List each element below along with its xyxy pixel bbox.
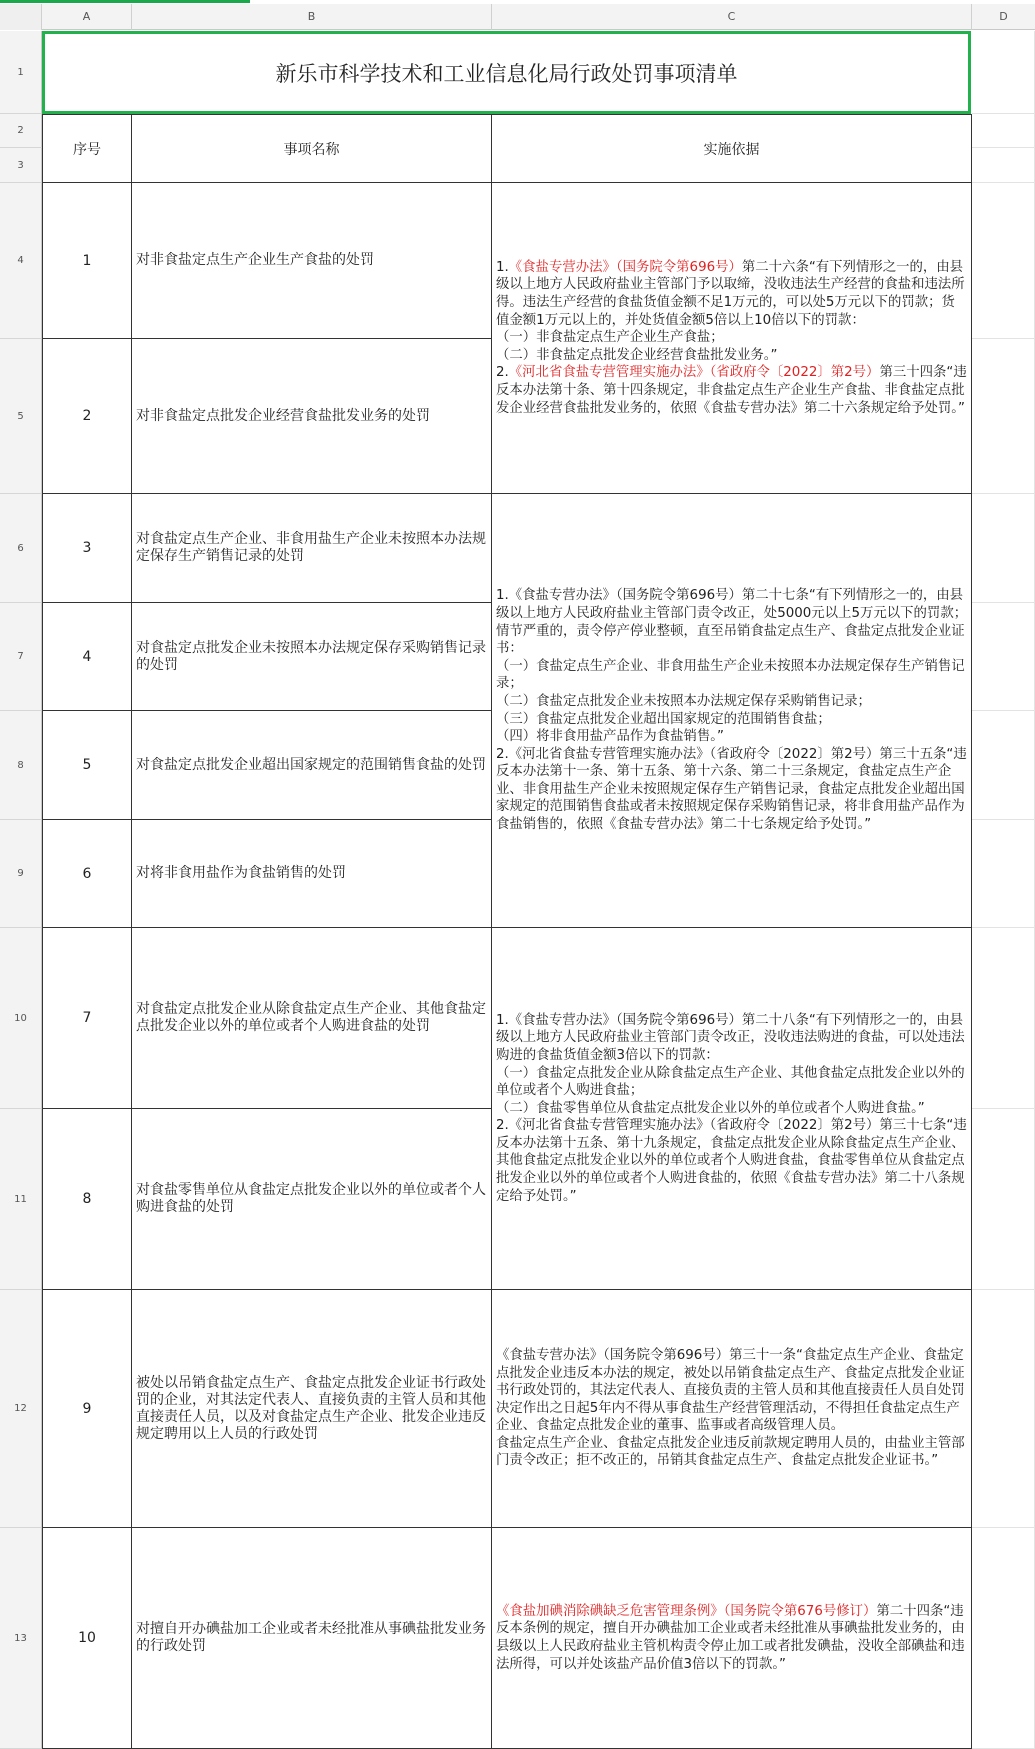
name-cell[interactable] bbox=[132, 820, 492, 928]
seq-value: 1 bbox=[82, 252, 92, 269]
seq-cell[interactable] bbox=[42, 603, 132, 711]
seq-cell[interactable] bbox=[42, 494, 132, 603]
item-name: 对非食盐定点批发企业经营食盐批发业务的处罚 bbox=[136, 407, 430, 424]
name-cell[interactable] bbox=[132, 183, 492, 339]
basis-text bbox=[496, 259, 968, 417]
empty-cell-d11[interactable] bbox=[972, 1109, 1035, 1290]
row-header-4[interactable]: 4 bbox=[0, 183, 42, 339]
column-header-bar bbox=[0, 4, 1035, 30]
empty-cell-d8[interactable] bbox=[972, 711, 1035, 820]
empty-cell-d2[interactable] bbox=[972, 114, 1035, 148]
seq-value: 2 bbox=[82, 408, 92, 424]
seq-cell[interactable] bbox=[42, 1109, 132, 1290]
header-basis-label: 实施依据 bbox=[703, 141, 760, 158]
name-cell[interactable] bbox=[132, 711, 492, 820]
item-name: 对食盐定点批发企业从除食盐定点生产企业、其他食盐定点批发企业以外的单位或者个人购进食盐的处罚 bbox=[136, 1001, 486, 1034]
basis-cell-2[interactable] bbox=[492, 494, 972, 928]
basis-text: 1.《食盐专营办法》（国务院令第696号）第二十八条“有下列情形之一的，由县级以上地方人民政府盐业主管部门责令改正，没收违法购进的食盐，可以处违法购进的食盐货值金额3倍以下的罚款： （一）食盐定点批发企业从除食盐定点生产企业、其他食盐定点批发企业以外的单位或者个人购进食盐； （二）食盐零售单位从食盐定点批发企业以外的单位或者个人购进食盐。” 2.《河北省食盐专营管理实施办法》（省政府令〔2022〕第2号）第三十七条“违反本办法第十五条、第十九条规定，食盐定点批发企业从除食盐定点生产企业、其他食盐定点批发企业以外的单位或者个人购进食盐，食盐零售单位从食盐定点批发企业以外的单位或者个人购进食盐的，依照《食盐专营办法》第二十八条规定给予处罚。” bbox=[496, 1012, 967, 1204]
row-header-11[interactable]: 11 bbox=[0, 1109, 42, 1290]
seq-value: 10 bbox=[78, 1630, 96, 1646]
item-name: 对食盐零售单位从食盐定点批发企业以外的单位或者个人购进食盐的处罚 bbox=[136, 1182, 486, 1215]
seq-value: 5 bbox=[82, 757, 92, 773]
basis-law-citation: 《食盐加碘消除碘缺乏危害管理条例》（国务院令第676号修订） bbox=[496, 1603, 877, 1619]
row-header-5[interactable]: 5 bbox=[0, 339, 42, 494]
basis-text: 1.《食盐专营办法》（国务院令第696号）第二十七条“有下列情形之一的，由县级以上地方人民政府盐业主管部门责令改正，处5000元以上5万元以下的罚款；情节严重的，责令停产停业整顿，直至吊销食盐定点生产、食盐定点批发企业证书： （一）食盐定点生产企业、非食用盐生产企业未按照本办法规定保存生产销售记录； （二）食盐定点批发企业未按照本办法规定保存采购销售记录； （三）食盐定点批发企业超出国家规定的范围销售食盐； （四）将非食用盐产品作为食盐销售。” 2.《河北省食盐专营管理实施办法》（省政府令〔2022〕第2号）第三十五条“违反本办法第十一条、第十五条、第十六条、第二十三条规定，食盐定点生产企业、非食用盐生产企业未按照规定保存生产销售记录，食盐定点批发企业超出国家规定的范围销售食盐或者未按照规定保存采购销售记录，将非食用盐产品作为食盐销售的，依照《食盐专营办法》第二十七条规定给予处罚。” bbox=[496, 588, 968, 833]
seq-value: 7 bbox=[82, 1010, 92, 1026]
row-header-12[interactable]: 12 bbox=[0, 1290, 42, 1528]
basis-text-part: 第三十四条“违反本办法第十条、第十四条规定，非食盐定点生产企业生产食盐、非食盐定点批发企业经营食盐批发业务的，依照《食盐专营办法》第二十六条规定给予处罚。” bbox=[496, 365, 967, 416]
row-header-8[interactable]: 8 bbox=[0, 711, 42, 820]
column-header-a[interactable]: A bbox=[42, 4, 132, 30]
seq-cell[interactable] bbox=[42, 820, 132, 928]
basis-cell-1[interactable] bbox=[492, 183, 972, 494]
name-cell[interactable] bbox=[132, 1528, 492, 1749]
empty-cell-d10[interactable] bbox=[972, 928, 1035, 1109]
column-header-d[interactable]: D bbox=[999, 10, 1008, 23]
basis-text-part: 第二十六条“有下列情形之一的，由县级以上地方人民政府盐业主管部门予以取缔，没收违法生产经营的食盐和违法所得。违法生产经营的食盐货值金额不足1万元的，可以处5万元以下的罚款；货值金额1万元以上的，并处货值金额5倍以上10倍以下的罚款： （一）非食盐定点生产企业生产食盐； （二）非食盐定点批发企业经营食盐批发业务。” 2. bbox=[496, 259, 965, 381]
seq-value: 4 bbox=[82, 648, 92, 665]
seq-cell[interactable] bbox=[42, 711, 132, 820]
seq-cell[interactable] bbox=[42, 1528, 132, 1749]
empty-cell-d1[interactable] bbox=[972, 31, 1035, 114]
header-name-cell[interactable] bbox=[132, 114, 492, 183]
row-header-13[interactable]: 13 bbox=[0, 1528, 42, 1749]
basis-text bbox=[496, 1603, 968, 1673]
row-header-6[interactable]: 6 bbox=[0, 494, 42, 603]
seq-cell[interactable] bbox=[42, 339, 132, 494]
basis-text: 《食盐专营办法》（国务院令第696号）第三十一条“食盐定点生产企业、食盐定点批发企业违反本办法的规定，被处以吊销食盐定点生产、食盐定点批发企业证书行政处罚的，其法定代表人、直接负责的主管人员和其他直接责任人员自处罚决定作出之日起5年内不得从事食盐生产经营管理活动，不得担任食盐定点生产企业、食盐定点批发企业的董事、监事或者高级管理人员。 食盐定点生产企业、食盐定点批发企业违反前款规定聘用人员的，由盐业主管部门责令改正；拒不改正的，吊销其食盐定点生产、食盐定点批发企业证书。” bbox=[496, 1347, 965, 1469]
header-seq-cell[interactable] bbox=[42, 114, 132, 183]
select-all-corner[interactable] bbox=[0, 4, 42, 30]
name-cell[interactable] bbox=[132, 494, 492, 603]
empty-cell-d7[interactable] bbox=[972, 603, 1035, 711]
item-name: 对非食盐定点生产企业生产食盐的处罚 bbox=[136, 252, 374, 268]
row-header-9[interactable]: 9 bbox=[0, 820, 42, 928]
name-cell[interactable] bbox=[132, 339, 492, 494]
item-name: 被处以吊销食盐定点生产、食盐定点批发企业证书行政处罚的企业，对其法定代表人、直接负责的主管人员和其他直接责任人员，以及对食盐定点生产企业、批发企业违反规定聘用以上人员的行政处罚 bbox=[136, 1374, 486, 1442]
row-header-7[interactable]: 7 bbox=[0, 603, 42, 711]
item-name: 对擅自开办碘盐加工企业或者未经批准从事碘盐批发业务的行政处罚 bbox=[136, 1621, 486, 1654]
seq-cell[interactable] bbox=[42, 183, 132, 339]
item-name: 对将非食用盐作为食盐销售的处罚 bbox=[136, 865, 346, 881]
seq-value: 6 bbox=[82, 865, 92, 882]
basis-cell-4[interactable] bbox=[492, 1290, 972, 1528]
empty-cell-d9[interactable] bbox=[972, 820, 1035, 928]
empty-cell-d4[interactable] bbox=[972, 183, 1035, 339]
column-header-b[interactable]: B bbox=[132, 4, 492, 30]
empty-cell-d13[interactable] bbox=[972, 1528, 1035, 1749]
empty-cell-d3[interactable] bbox=[972, 148, 1035, 183]
basis-cell-5[interactable] bbox=[492, 1528, 972, 1749]
empty-cell-d6[interactable] bbox=[972, 494, 1035, 603]
basis-text-part: 第二十四条“违反本条例的规定，擅自开办碘盐加工企业或者未经批准从事碘盐批发业务的，由县级以上人民政府盐业主管机构责令停止加工或者批发碘盐，没收全部碘盐和违法所得，可以并处该盐产品价值3倍以下的罚款。” bbox=[496, 1603, 965, 1672]
seq-cell[interactable] bbox=[42, 1290, 132, 1528]
basis-law-citation: 《河北省食盐专营管理实施办法》（省政府令〔2022〕第2号） bbox=[508, 365, 880, 381]
seq-value: 3 bbox=[82, 540, 92, 556]
loading-progress-bar bbox=[0, 0, 250, 3]
title-cell[interactable] bbox=[42, 31, 971, 114]
basis-law-citation: 《食盐专营办法》（国务院令第696号） bbox=[508, 259, 742, 275]
header-basis-cell[interactable] bbox=[492, 114, 972, 183]
seq-value: 8 bbox=[82, 1191, 92, 1207]
header-name-label: 事项名称 bbox=[283, 141, 340, 158]
row-header-3[interactable]: 3 bbox=[0, 148, 42, 183]
seq-value: 9 bbox=[82, 1400, 92, 1417]
row-header-2[interactable]: 2 bbox=[0, 114, 42, 148]
seq-cell[interactable] bbox=[42, 928, 132, 1109]
basis-text-part: 1. bbox=[496, 259, 509, 275]
item-name: 对食盐定点生产企业、非食用盐生产企业未按照本办法规定保存生产销售记录的处罚 bbox=[136, 531, 486, 564]
page-title: 新乐市科学技术和工业信息化局行政处罚事项清单 bbox=[275, 61, 738, 86]
header-seq-label: 序号 bbox=[73, 141, 101, 158]
row-header-1[interactable]: 1 bbox=[0, 31, 42, 114]
basis-cell-3[interactable] bbox=[492, 928, 972, 1290]
name-cell[interactable] bbox=[132, 1109, 492, 1290]
item-name: 对食盐定点批发企业未按照本办法规定保存采购销售记录的处罚 bbox=[136, 639, 486, 673]
empty-cell-d12[interactable] bbox=[972, 1290, 1035, 1528]
name-cell[interactable] bbox=[132, 603, 492, 711]
name-cell[interactable] bbox=[132, 928, 492, 1109]
column-header-c[interactable]: C bbox=[492, 4, 972, 30]
name-cell[interactable] bbox=[132, 1290, 492, 1528]
item-name: 对食盐定点批发企业超出国家规定的范围销售食盐的处罚 bbox=[136, 756, 486, 773]
empty-cell-d5[interactable] bbox=[972, 339, 1035, 494]
row-header-10[interactable]: 10 bbox=[0, 928, 42, 1109]
